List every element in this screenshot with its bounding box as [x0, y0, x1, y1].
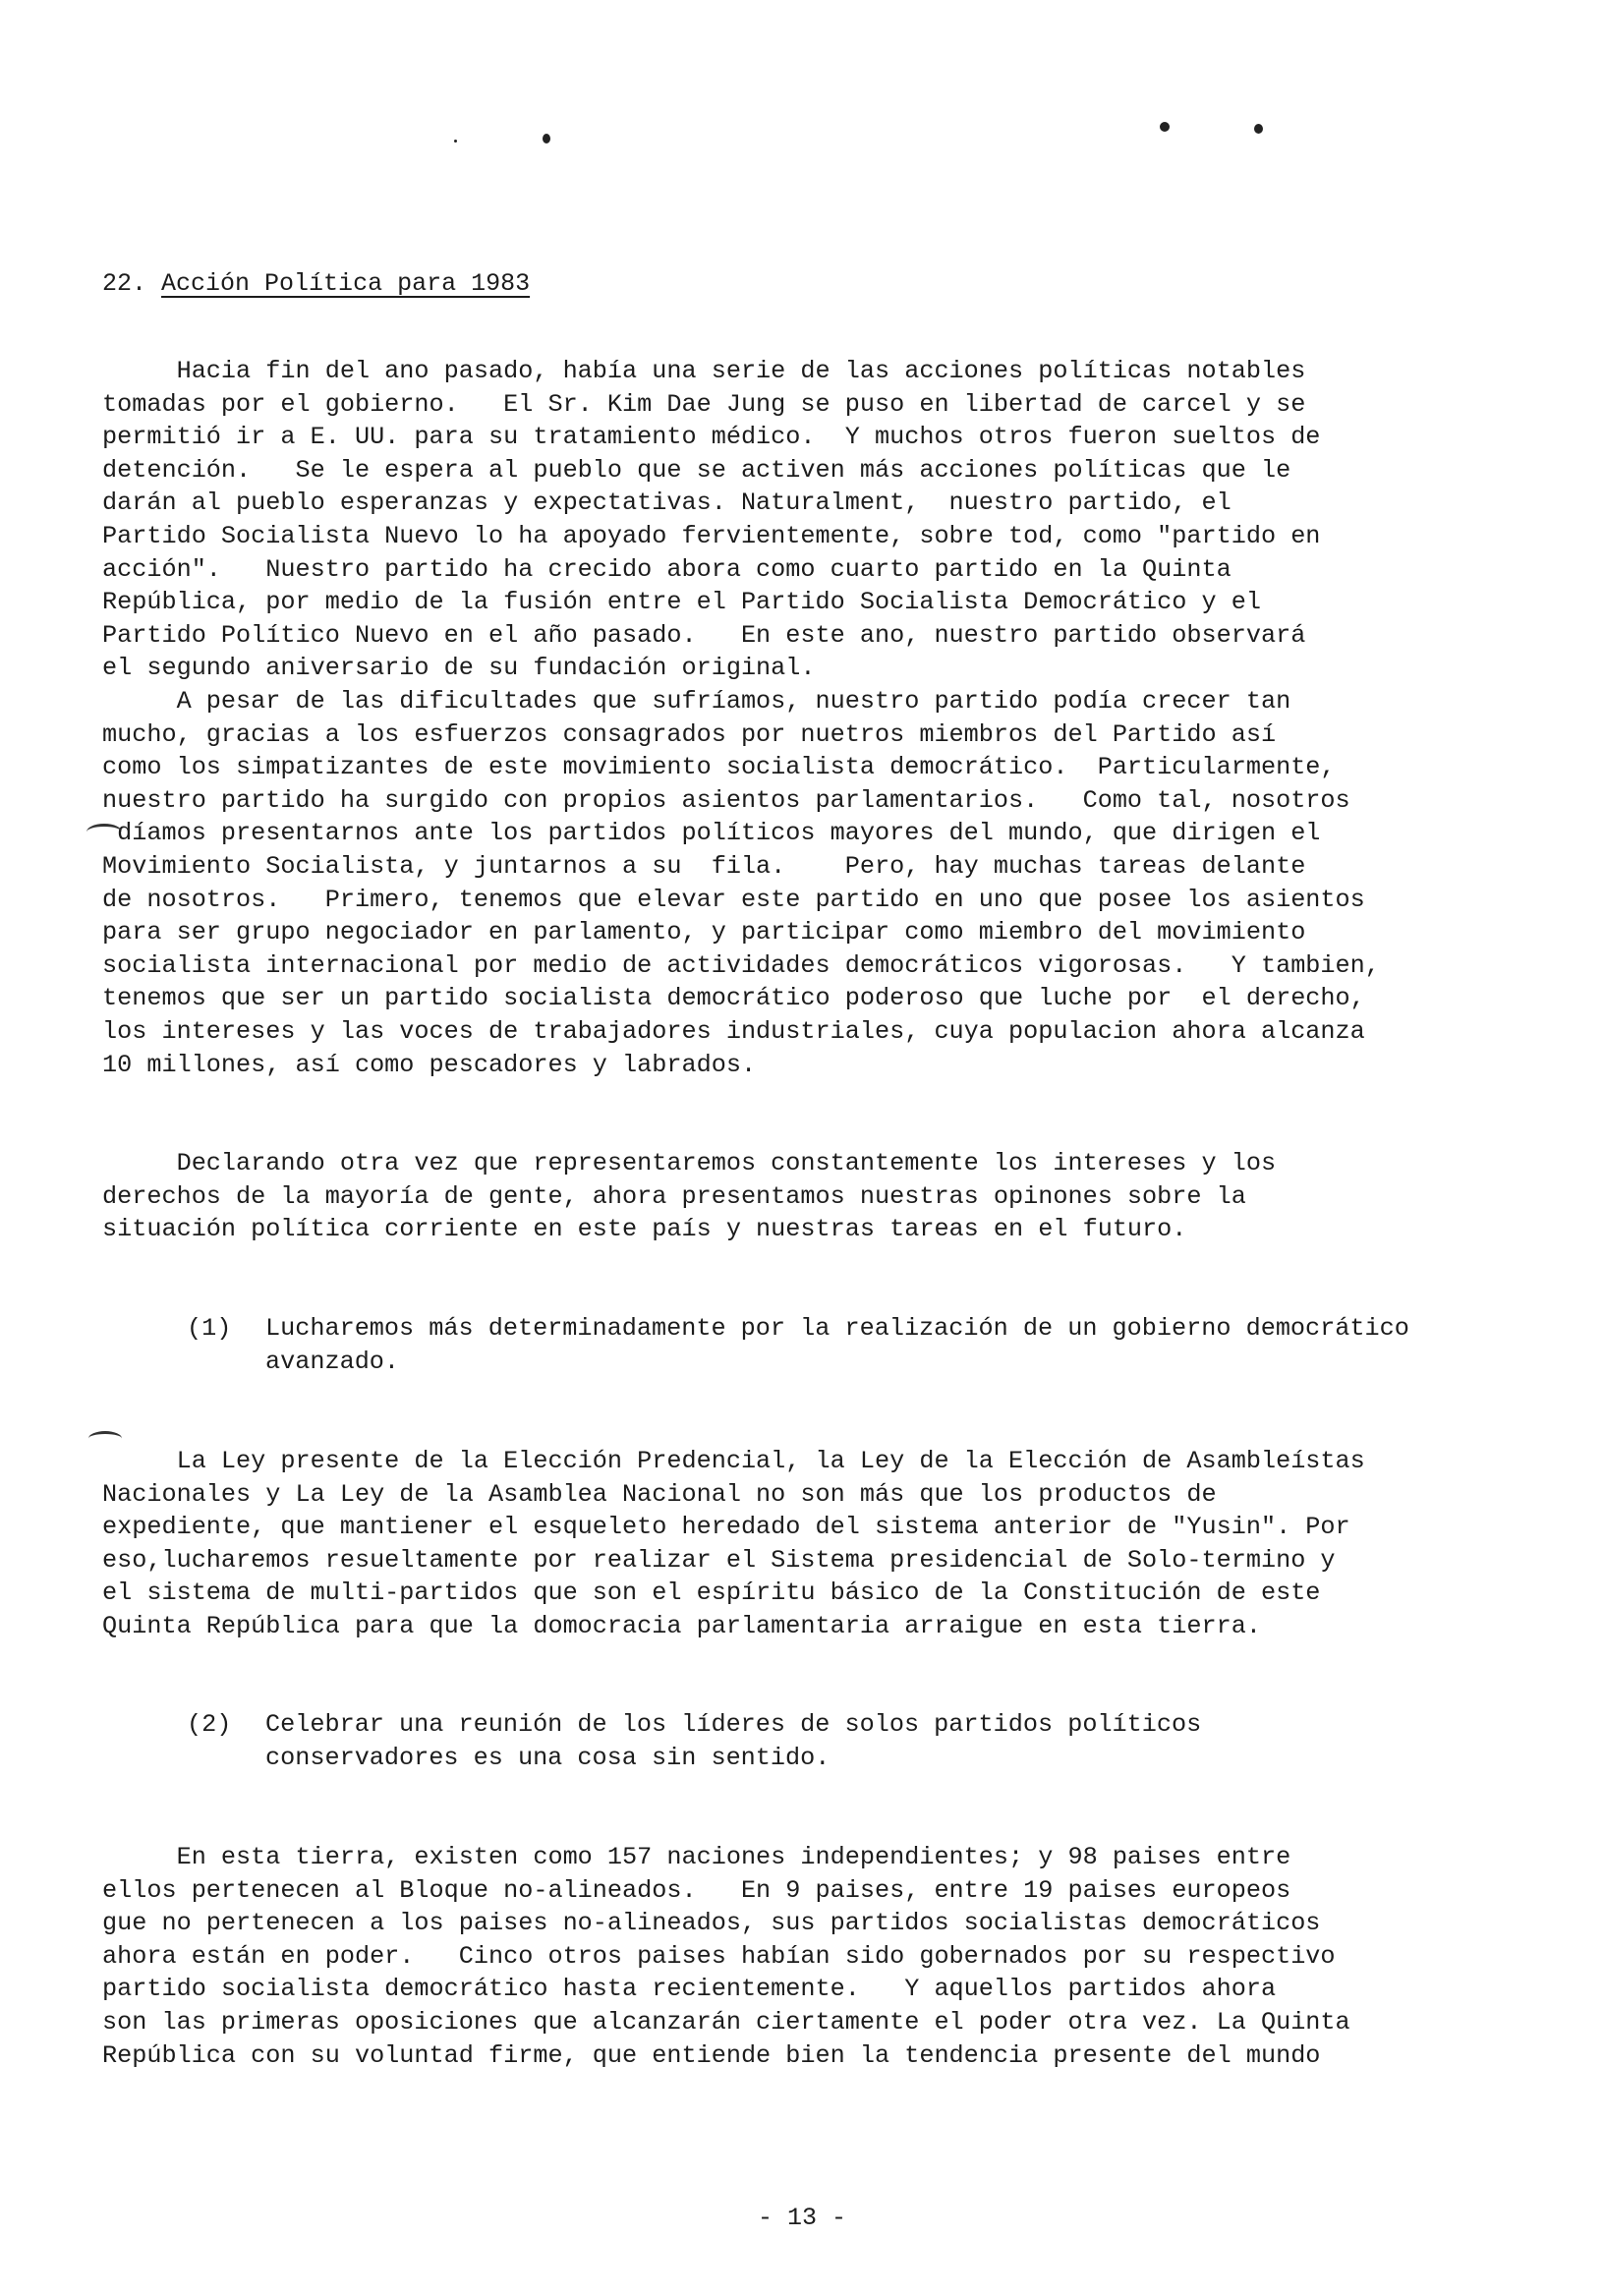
paragraph-text: A pesar de las dificultades que sufríamos, nuestro partido podía crecer tan mucho, gracias a los esfuerzos consagrados por nuetros miembros del Partido así como los simpatizantes de este movimiento socialista democrático. Particularmente, nuestro partido ha surgido con propios asientos parlamentarios. Como tal, nosotros díamos presentarnos ante los partidos políticos mayores del mundo, que dirigen el Movimiento Socialista, y juntarnos a su fila. Pero, hay muchas tareas delante de nosotros. Primero, tenemos que elevar este partido en uno que posee los asientos para ser grupo negociador en parlamento, y participar como miembro del movimiento socialista internacional por medio de actividades democráticos vigorosas. Y tambien, tenemos que ser un partido socialista democrático poderoso que luche por el derecho, los intereses y las voces de trabajadores industriales, cuya populacion ahora alcanza 10 millones, así como pescadores y labrados. — [102, 687, 1380, 1079]
paragraph-text: Hacia fin del ano pasado, había una serie de las acciones políticas notables tomadas por el gobierno. El Sr. Kim Dae Jung se puso en libertad de carcel y se permitió ir a E. UU. para su tratamiento médico. Y muchos otros fueron sueltos de detención. Se le espera al pueblo que se activen más acciones políticas que le darán al pueblo esperanzas y expectativas. Naturalment, nuestro partido, el Partido Socialista Nuevo lo ha apoyado fervientemente, sobre tod, como "partido en acción". Nuestro partido ha crecido abora como cuarto partido en la Quinta República, por medio de la fusión entre el Partido Socialista Democrático y el Partido Político Nuevo en el año pasado. En este ano, nuestro partido observará el segundo aniversario de su fundación original. — [102, 357, 1321, 683]
section-heading — [102, 267, 530, 301]
list-item-number: (1) — [187, 1314, 232, 1343]
list-item-text: Lucharemos más determinadamente por la realización de un gobierno democrático avanzado. — [265, 1314, 1409, 1376]
paragraph-5 — [102, 1841, 1350, 2072]
page-number: - 13 - — [757, 2204, 846, 2232]
paragraph-text: Declarando otra vez que representaremos constantemente los intereses y los derechos de la mayoría de gente, ahora presentamos nuestras opinones sobre la situación política corriente en este país y nuestras tareas en el futuro. — [102, 1149, 1277, 1244]
list-item-text: Celebrar una reunión de los líderes de solos partidos políticos conservadores es una cosa sin sentido. — [265, 1710, 1202, 1772]
section-title: Acción Política para 1983 — [161, 269, 531, 298]
paragraph-3 — [102, 1147, 1276, 1246]
paragraph-text: La Ley presente de la Elección Predencial, la Ley de la Elección de Asambleístas Nacionales y La Ley de la Asamblea Nacional no son más que los productos de expediente, que mantiener el esqueleto heredado del sistema anterior de "Yusin". Por eso,lucharemos resueltamente por realizar el Sistema presidencial de Solo-termino y el sistema de multi-partidos que son el espíritu básico de la Constitución de este Quinta República para que la domocracia parlamentaria arraigue en esta tierra. — [102, 1447, 1365, 1640]
handwritten-mark — [86, 824, 122, 840]
scan-speck — [454, 140, 457, 143]
list-item-number: (2) — [187, 1710, 232, 1739]
scan-speck — [543, 134, 550, 144]
scan-speck — [1160, 122, 1170, 132]
section-number: 22. — [102, 269, 147, 298]
handwritten-mark — [88, 1431, 122, 1446]
paragraph-text: En esta tierra, existen como 157 naciones independientes; y 98 paises entre ellos pertenecen al Bloque no-alineados. En 9 paises, entre 19 paises europeos gue no pertenecen a los paises no-alineados, sus partidos socialistas democráticos ahora están en poder. Cinco otros paises habían sido gobernados por su respectivo partido socialista democrático hasta recientemente. Y aquellos partidos ahora son las primeras oposiciones que alcanzarán ciertamente el poder otra vez. La Quinta República con su voluntad firme, que entiende bien la tendencia presente del mundo — [102, 1843, 1350, 2070]
paragraph-1 — [102, 355, 1320, 685]
scan-speck — [1254, 124, 1263, 134]
paragraph-2 — [102, 685, 1380, 1081]
paragraph-4 — [102, 1445, 1365, 1643]
